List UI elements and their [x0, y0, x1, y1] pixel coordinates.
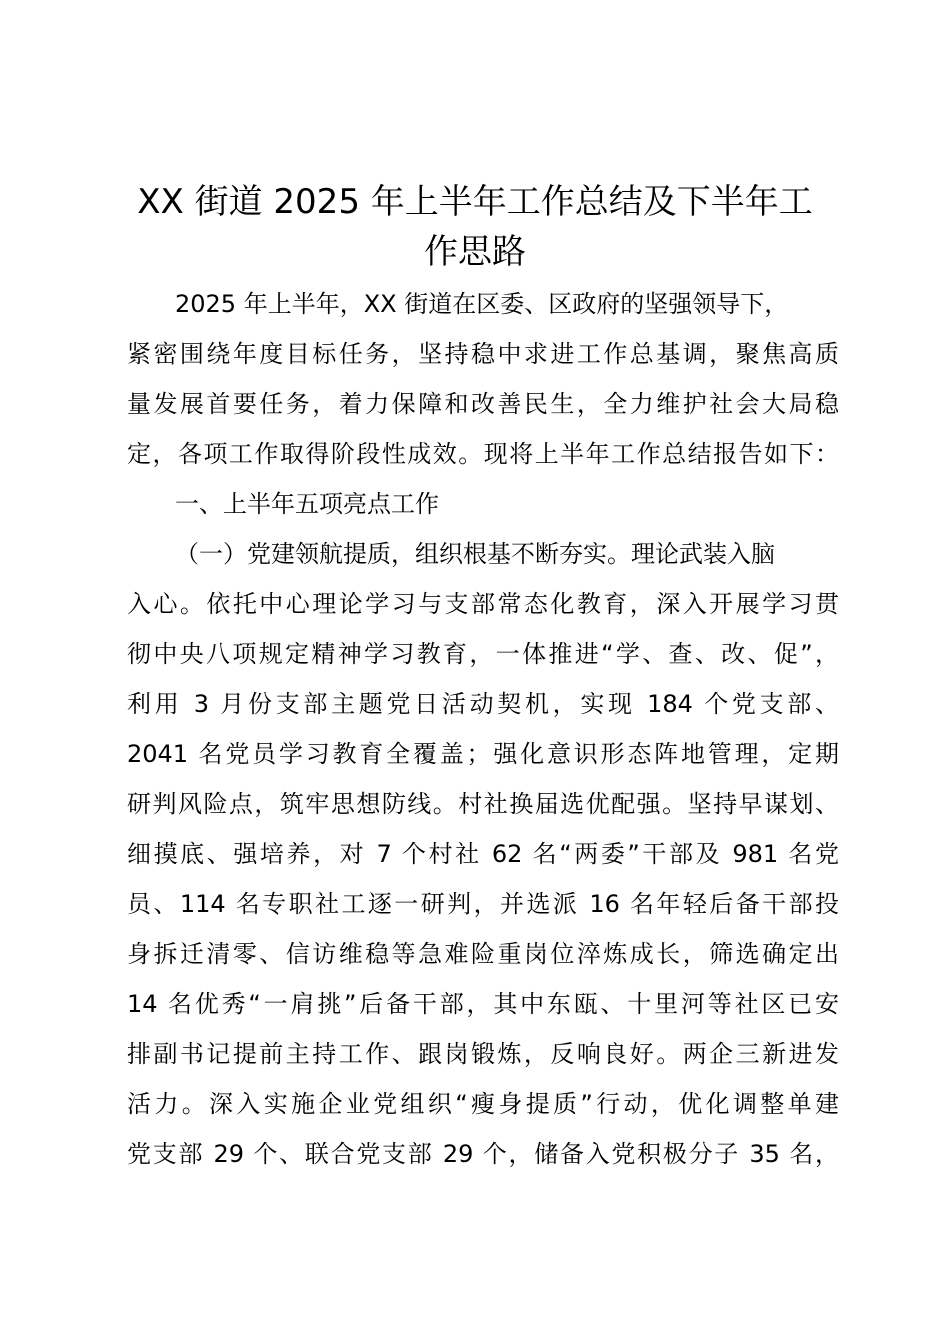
paragraph-line: 研判风险点，筑牢思想防线。村社换届选优配强。坚持早谋划、: [127, 790, 839, 818]
paragraph-line: 身拆迁清零、信访维稳等急难险重岗位淬炼成长，筛选确定出: [127, 940, 839, 968]
paragraph-line: 细摸底、强培养，对 7 个村社 62 名“两委”干部及 981 名党: [127, 840, 839, 868]
document-body: [127, 279, 839, 1179]
title-line-2: 作思路: [424, 232, 526, 272]
paragraph-line: 量发展首要任务，着力保障和改善民生，全力维护社会大局稳: [127, 390, 839, 418]
paragraph-line: 彻中央八项规定精神学习教育，一体推进“学、查、改、促”，: [127, 640, 839, 668]
title-line-1: XX 街道 2025 年上半年工作总结及下半年工: [137, 182, 813, 222]
paragraph-line: 入心。依托中心理论学习与支部常态化教育，深入开展学习贯: [127, 590, 839, 618]
paragraph-line: 2025 年上半年，XX 街道在区委、区政府的坚强领导下，: [175, 290, 789, 318]
paragraph-line: 定，各项工作取得阶段性成效。现将上半年工作总结报告如下：: [127, 440, 839, 468]
paragraph-line: 14 名优秀“一肩挑”后备干部，其中东瓯、十里河等社区已安: [127, 990, 839, 1018]
paragraph-line: 紧密围绕年度目标任务，坚持稳中求进工作总基调，聚焦高质: [127, 340, 839, 368]
paragraph-line: 员、114 名专职社工逐一研判，并选派 16 名年轻后备干部投: [127, 890, 839, 918]
paragraph-line: 活力。深入实施企业党组织“瘦身提质”行动，优化调整单建: [127, 1090, 839, 1118]
paragraph-line: 利用 3 月份支部主题党日活动契机，实现 184 个党支部、: [127, 690, 839, 718]
section-heading: 一、上半年五项亮点工作: [175, 490, 439, 518]
paragraph-line: 党支部 29 个、联合党支部 29 个，储备入党积极分子 35 名，: [127, 1140, 839, 1168]
document-title: [110, 178, 840, 278]
paragraph-line: 排副书记提前主持工作、跟岗锻炼，反响良好。两企三新进发: [127, 1040, 839, 1068]
paragraph-line: 2041 名党员学习教育全覆盖；强化意识形态阵地管理，定期: [127, 740, 839, 768]
paragraph-line: （一）党建领航提质，组织根基不断夯实。理论武装入脑: [175, 540, 775, 568]
